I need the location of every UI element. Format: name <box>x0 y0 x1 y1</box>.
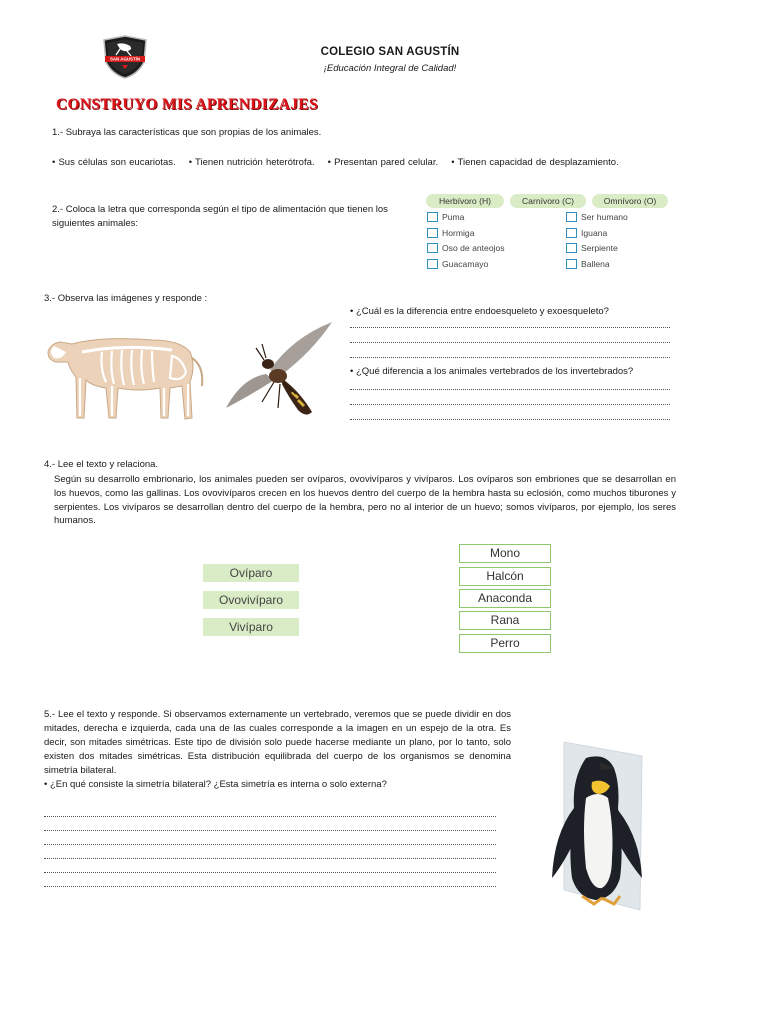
animal-row[interactable] <box>566 257 666 271</box>
answer-line[interactable] <box>44 886 496 887</box>
answer-line[interactable] <box>350 357 670 358</box>
answer-box[interactable] <box>566 212 577 222</box>
penguin-symmetry-image <box>524 738 656 914</box>
animal-row[interactable] <box>566 210 666 224</box>
q3-question-b: • ¿Qué diferencia a los animales vertebrados de los invertebrados? <box>350 366 634 377</box>
q5-question: • ¿En qué consiste la simetría bilateral? ¿Esta simetría es interna o solo externa? <box>44 779 387 790</box>
animal-label: Hormiga <box>442 227 475 238</box>
school-logo <box>100 34 150 80</box>
answer-line[interactable] <box>44 830 496 831</box>
answer-box[interactable] <box>566 243 577 253</box>
q3-prompt: 3.- Observa las imágenes y responde : <box>44 293 208 304</box>
answer-line[interactable] <box>44 844 496 845</box>
q2-animal-list-right <box>566 210 666 271</box>
animal-box[interactable]: Mono <box>459 544 551 563</box>
logo-text: SAN AGUSTÍN <box>109 56 141 62</box>
animal-row[interactable] <box>427 257 557 271</box>
type-box-ovoviviparo[interactable]: Ovovivíparo <box>203 591 299 609</box>
animal-label: Iguana <box>581 227 608 238</box>
q2-animal-list-left <box>427 210 557 271</box>
animal-label: Puma <box>442 212 465 222</box>
animal-box[interactable]: Rana <box>459 611 551 630</box>
q5-reading-text: 5.- Lee el texto y responde. Si observamos externamente un vertebrado, veremos que se puede dividir en dos mitades, derecha e izquierda, cada una de las cuales corresponde a la imagen en un espejo de la otra. Es decir, son mitades simétricas. Este tipo de división solo puede hacerse mediante un plano, por lo tanto, solo existen dos mitades simétricas. Esta distribución equilibrada del cuerpo de los organismos se denomina simetría bilateral. <box>44 709 511 776</box>
page-title: CONSTRUYO MIS APRENDIZAJES <box>56 96 318 113</box>
animal-label: Ser humano <box>581 212 628 222</box>
animal-box[interactable]: Halcón <box>459 567 551 586</box>
answer-line[interactable] <box>44 872 496 873</box>
diet-header-omnivore: Omnívoro (O) <box>592 194 668 208</box>
wasp-image <box>222 318 338 428</box>
answer-line[interactable] <box>350 342 670 343</box>
answer-line[interactable] <box>44 858 496 859</box>
q4-reading-text: Según su desarrollo embrionario, los animales pueden ser ovíparos, ovovivíparos y vivíparos. Los ovíparos son embriones que se desarrollan en los huevos, como las gallinas. Los ovovivíparos crecen en los huevos dentro del cuerpo de la hembra hasta su eclosión, como muchos tiburones y serpientes. Los vivíparos se desarrollan dentro del cuerpo de la hembra, pero no al interior de un huevo; somos vivíparos, por ejemplo, los seres humanos. <box>54 474 676 527</box>
type-box-viviparo[interactable]: Vivíparo <box>203 618 299 636</box>
cow-skeleton-image <box>42 322 208 434</box>
school-motto: ¡Educación Integral de Calidad! <box>323 63 457 74</box>
answer-line[interactable] <box>44 816 496 817</box>
answer-box[interactable] <box>566 228 577 238</box>
animal-label: Oso de anteojos <box>442 243 505 253</box>
animal-box[interactable]: Anaconda <box>459 589 551 608</box>
q2-prompt: 2.- Coloca la letra que corresponda según el tipo de alimentación que tienen los siguientes animales: <box>52 204 388 229</box>
answer-box[interactable] <box>566 259 577 269</box>
answer-line[interactable] <box>350 419 670 420</box>
q1-option[interactable]: • Tienen capacidad de desplazamiento. <box>451 157 619 168</box>
q4-prompt: 4.- Lee el texto y relaciona. <box>44 459 159 470</box>
animal-label: Guacamayo <box>442 258 489 269</box>
q1-option[interactable]: • Sus células son eucariotas. <box>52 157 176 168</box>
q1-option[interactable]: • Presentan pared celular. <box>327 157 439 168</box>
q3-question-a: • ¿Cuál es la diferencia entre endoesqueleto y exoesqueleto? <box>350 306 609 317</box>
q1-option[interactable]: • Tienen nutrición heterótrofa. <box>188 157 315 168</box>
answer-box[interactable] <box>427 259 438 269</box>
animal-label: Serpiente <box>581 243 618 253</box>
animal-row[interactable] <box>427 226 557 240</box>
answer-line[interactable] <box>350 389 670 390</box>
answer-box[interactable] <box>427 212 438 222</box>
answer-line[interactable] <box>350 404 670 405</box>
q1-prompt: 1.- Subraya las características que son propias de los animales. <box>52 127 322 138</box>
diet-header-carnivore: Carnívoro (C) <box>510 194 586 208</box>
answer-box[interactable] <box>427 228 438 238</box>
type-box-oviparo[interactable]: Ovíparo <box>203 564 299 582</box>
animal-box[interactable]: Perro <box>459 634 551 653</box>
q1-options <box>52 156 619 170</box>
diet-header-herbivore: Herbívoro (H) <box>426 194 504 208</box>
animal-row[interactable] <box>566 241 666 255</box>
animal-row[interactable] <box>566 226 666 240</box>
answer-line[interactable] <box>350 327 670 328</box>
animal-label: Ballena <box>581 258 610 269</box>
answer-box[interactable] <box>427 243 438 253</box>
animal-row[interactable] <box>427 210 557 224</box>
school-name: COLEGIO SAN AGUSTÍN <box>320 46 460 58</box>
animal-row[interactable] <box>427 241 557 255</box>
